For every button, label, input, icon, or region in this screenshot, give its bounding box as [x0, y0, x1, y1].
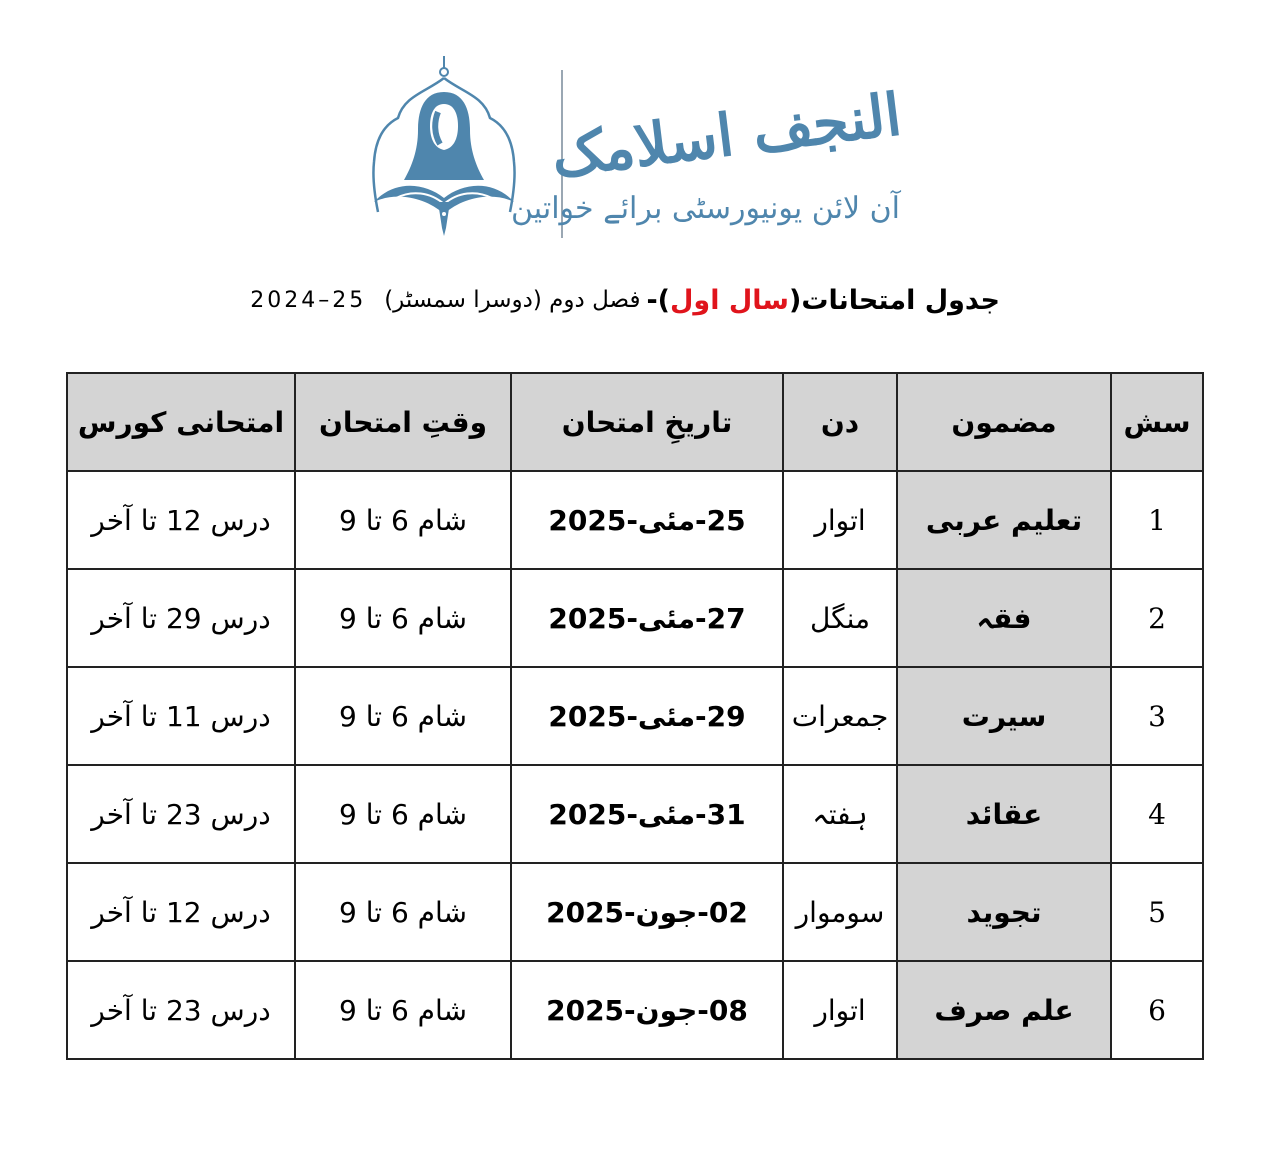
cell-serial: 4 — [1111, 765, 1203, 863]
document-title — [250, 272, 1000, 328]
title-open-paren: ( — [788, 284, 802, 316]
cell-date: 02-جون-2025 — [511, 863, 783, 961]
cell-day: منگل — [783, 569, 897, 667]
cell-time: شام 6 تا 9 — [295, 765, 511, 863]
cell-date: 31-مئی-2025 — [511, 765, 783, 863]
exam-schedule-table — [66, 372, 1204, 1060]
cell-date: 27-مئی-2025 — [511, 569, 783, 667]
table-row — [67, 961, 1203, 1059]
header-day: دن — [783, 373, 897, 471]
cell-serial: 5 — [1111, 863, 1203, 961]
cell-course: درس 11 تا آخر — [67, 667, 295, 765]
cell-day: اتوار — [783, 471, 897, 569]
cell-subject: علم صرف — [897, 961, 1111, 1059]
cell-serial: 6 — [1111, 961, 1203, 1059]
cell-serial: 3 — [1111, 667, 1203, 765]
cell-serial: 2 — [1111, 569, 1203, 667]
university-emblem-icon — [368, 52, 520, 237]
title-semester: فصل دوم (دوسرا سمسٹر) — [384, 287, 641, 313]
cell-date: 08-جون-2025 — [511, 961, 783, 1059]
cell-course: درس 12 تا آخر — [67, 863, 295, 961]
cell-time: شام 6 تا 9 — [295, 667, 511, 765]
title-year: سال اول — [670, 284, 789, 316]
header — [0, 0, 1280, 270]
logo-title: النجف اسلامک — [547, 80, 905, 191]
cell-serial: 1 — [1111, 471, 1203, 569]
table-row — [67, 471, 1203, 569]
cell-course: درس 23 تا آخر — [67, 765, 295, 863]
header-serial: سش — [1111, 373, 1203, 471]
header-subject: مضمون — [897, 373, 1111, 471]
cell-course: درس 29 تا آخر — [67, 569, 295, 667]
cell-subject: عقائد — [897, 765, 1111, 863]
table-row — [67, 667, 1203, 765]
cell-time: شام 6 تا 9 — [295, 961, 511, 1059]
table-header-row — [67, 373, 1203, 471]
cell-course: درس 12 تا آخر — [67, 471, 295, 569]
cell-date: 25-مئی-2025 — [511, 471, 783, 569]
header-date: تاریخِ امتحان — [511, 373, 783, 471]
cell-day: سوموار — [783, 863, 897, 961]
cell-day: جمعرات — [783, 667, 897, 765]
cell-subject: تجوید — [897, 863, 1111, 961]
table-row — [67, 569, 1203, 667]
logo-subtitle: آن لائن یونیورسٹی برائے خواتین — [510, 191, 900, 226]
header-course: امتحانی کورس — [67, 373, 295, 471]
cell-course: درس 23 تا آخر — [67, 961, 295, 1059]
title-session: 2024–25 — [250, 287, 367, 313]
cell-subject: فقہ — [897, 569, 1111, 667]
cell-subject: تعلیم عربی — [897, 471, 1111, 569]
cell-time: شام 6 تا 9 — [295, 569, 511, 667]
table-row — [67, 863, 1203, 961]
title-dash: - — [646, 284, 658, 316]
cell-day: اتوار — [783, 961, 897, 1059]
cell-day: ہفتہ — [783, 765, 897, 863]
cell-time: شام 6 تا 9 — [295, 471, 511, 569]
cell-time: شام 6 تا 9 — [295, 863, 511, 961]
table-row — [67, 765, 1203, 863]
title-close-paren: ) — [657, 284, 670, 316]
title-main: جدول امتحانات — [801, 284, 1000, 316]
header-time: وقتِ امتحان — [295, 373, 511, 471]
cell-date: 29-مئی-2025 — [511, 667, 783, 765]
cell-subject: سیرت — [897, 667, 1111, 765]
